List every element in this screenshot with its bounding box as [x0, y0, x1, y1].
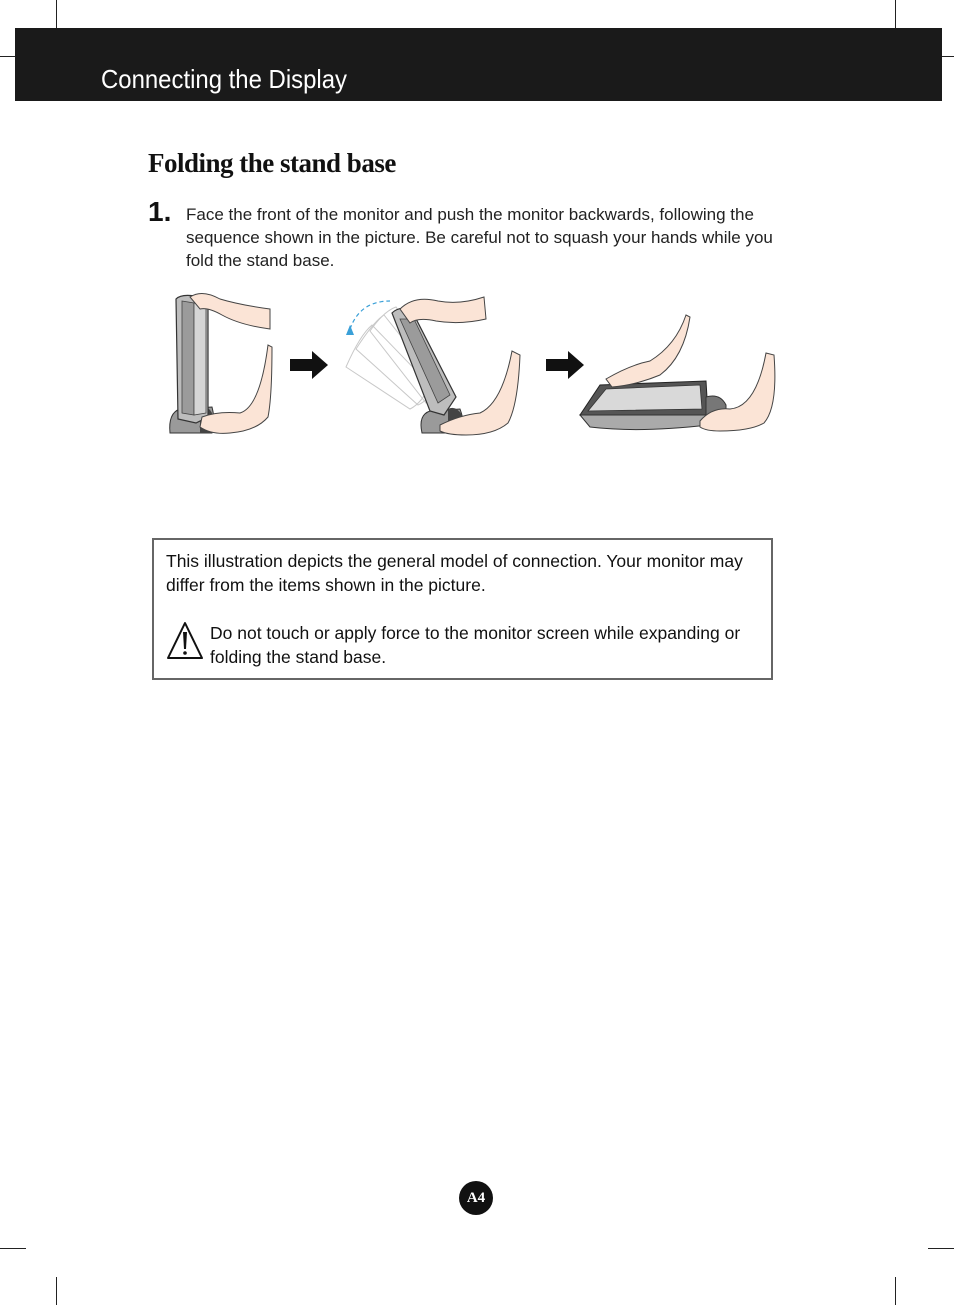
- crop-mark: [56, 0, 57, 28]
- crop-mark: [895, 1277, 896, 1305]
- monitor-tilting-icon: [346, 297, 520, 435]
- warning-triangle-icon: [166, 620, 204, 662]
- warning-text: Do not touch or apply force to the monitor screen while expanding or folding the stand base.: [210, 623, 741, 667]
- crop-mark: [928, 1248, 954, 1249]
- header-band: [15, 28, 942, 101]
- section-title: Folding the stand base: [148, 148, 396, 178]
- page-number-badge: [459, 1181, 493, 1215]
- monitor-folded-icon: [580, 315, 775, 431]
- page-number: A4: [466, 1189, 486, 1206]
- note-text: This illustration depicts the general model of connection. Your monitor may differ from the items shown in the picture.: [166, 551, 743, 595]
- monitor-upright-icon: [170, 293, 272, 433]
- note-box: [152, 538, 773, 680]
- arrow-right-icon: [546, 351, 584, 379]
- step-number: 1.: [148, 196, 172, 227]
- crop-mark: [0, 1248, 26, 1249]
- crop-mark: [56, 1277, 57, 1305]
- arrow-right-icon: [290, 351, 328, 379]
- folding-illustration: [160, 285, 800, 450]
- page-title: Connecting the Display: [101, 64, 347, 94]
- crop-mark: [895, 0, 896, 28]
- step-text: Face the front of the monitor and push the monitor backwards, following the sequence shown in the picture. Be careful not to squash your hands while you fold the stand base.: [186, 205, 773, 270]
